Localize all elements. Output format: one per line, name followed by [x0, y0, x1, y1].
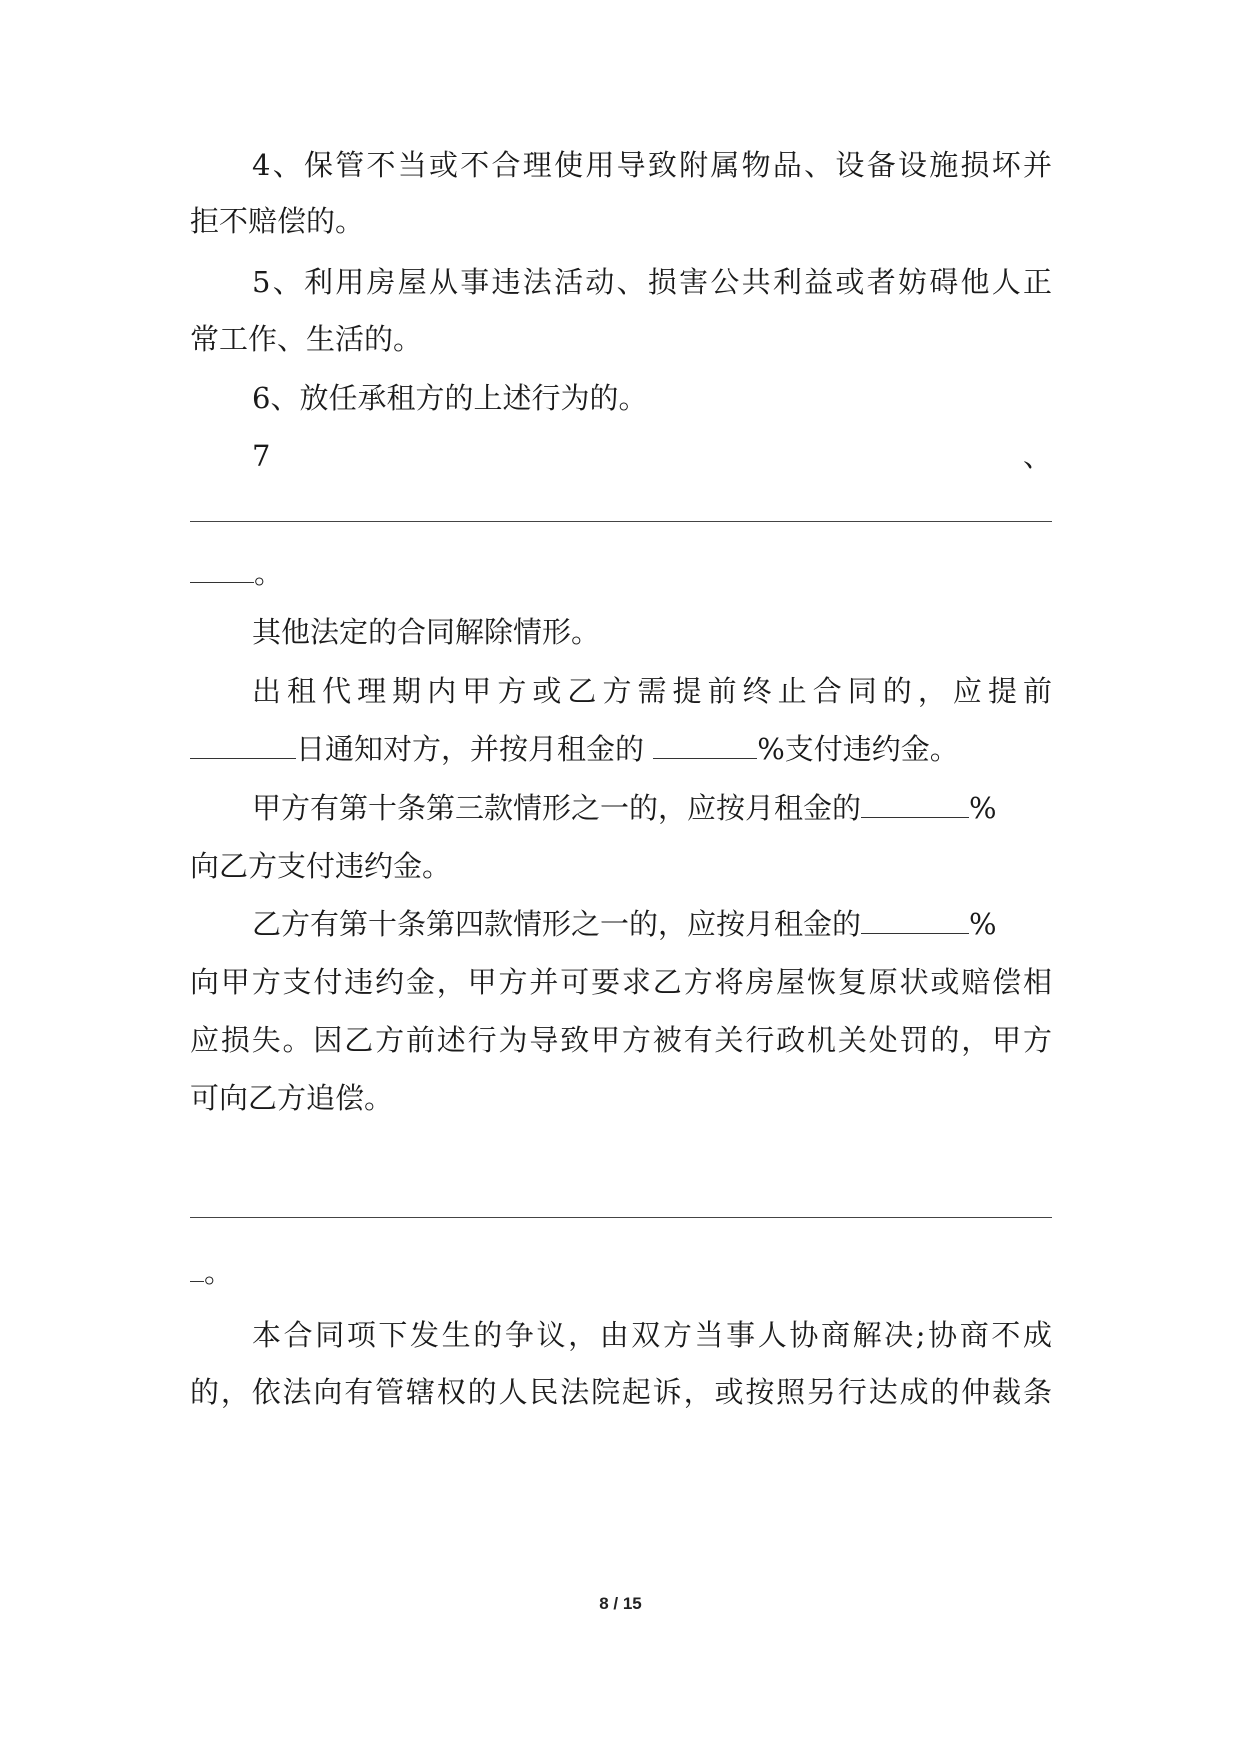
paragraph-item-7-end: 。 — [254, 556, 284, 590]
paragraph-party-b-breach-line-1 — [252, 904, 1052, 944]
paragraph-item-7-number: 7 — [252, 439, 271, 473]
party-b-breach-text: 乙方有第十条第四款情形之一的，应按月租金的 — [252, 907, 862, 941]
fill-in-line-blank-clause — [190, 1217, 1052, 1218]
penalty-text: %支付违约金。 — [757, 732, 959, 766]
party-a-breach-text: 甲方有第十条第三款情形之一的，应按月租金的 — [252, 791, 862, 825]
paragraph-item-5-line-2: 常工作、生活的。 — [190, 322, 423, 356]
paragraph-party-a-breach-line-1 — [252, 788, 1052, 828]
paragraph-item-6: 6、放任承租方的上述行为的。 — [252, 381, 648, 415]
blank-clause-end — [190, 1252, 1052, 1292]
notice-text: 日通知对方，并按月租金的 — [296, 732, 645, 766]
blank-penalty-percent — [653, 730, 757, 759]
paragraph-party-b-breach-line-4: 可向乙方追偿。 — [190, 1081, 394, 1115]
paragraph-item-4-line-1: 4、保管不当或不合理使用导致附属物品、设备设施损坏并 — [252, 148, 1052, 182]
party-a-percent-sign: % — [969, 791, 997, 825]
blank-party-b-percent — [861, 905, 969, 934]
paragraph-party-b-breach-line-3: 应损失。因乙方前述行为导致甲方被有关行政机关处罚的，甲方 — [190, 1023, 1052, 1057]
paragraph-party-a-breach-line-2: 向乙方支付违约金。 — [190, 849, 452, 883]
paragraph-item-7-mark: 、 — [1022, 439, 1052, 473]
paragraph-item-7-line-1 — [252, 436, 1052, 476]
blank-clause-period: 。 — [204, 1255, 234, 1289]
page-number: 8 / 15 — [599, 1594, 642, 1613]
paragraph-item-4-line-2: 拒不赔偿的。 — [190, 204, 365, 238]
blank-party-a-percent — [861, 789, 969, 818]
fill-in-line-item-7 — [190, 521, 1052, 522]
blank-field-short — [190, 1253, 204, 1282]
paragraph-other-termination: 其他法定的合同解除情形。 — [252, 615, 601, 649]
paragraph-item-5-line-1: 5、利用房屋从事违法活动、损害公共利益或者妨碍他人正 — [252, 265, 1052, 299]
blank-field — [190, 554, 254, 583]
paragraph-dispute-line-2: 的，依法向有管辖权的人民法院起诉，或按照另行达成的仲裁条 — [190, 1375, 1052, 1409]
paragraph-party-b-breach-line-2: 向甲方支付违约金，甲方并可要求乙方将房屋恢复原状或赔偿相 — [190, 965, 1052, 999]
paragraph-dispute-line-1: 本合同项下发生的争议，由双方当事人协商解决;协商不成 — [252, 1318, 1052, 1352]
paragraph-early-termination-line-1: 出租代理期内甲方或乙方需提前终止合同的，应提前 — [252, 674, 1052, 708]
blank-notice-days — [190, 730, 296, 759]
party-b-percent-sign: % — [969, 907, 997, 941]
paragraph-item-7-line-3 — [190, 553, 1052, 593]
paragraph-early-termination-line-2 — [190, 729, 1052, 769]
